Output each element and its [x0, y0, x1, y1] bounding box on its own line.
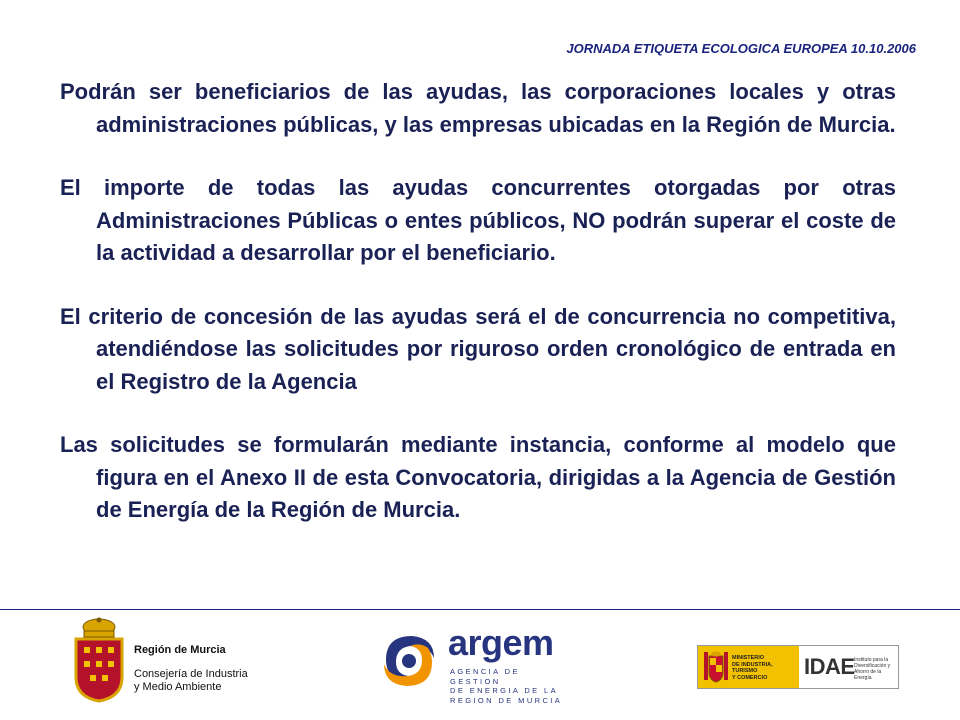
paragraph-criteria: El criterio de concesión de las ayudas será el de concurrencia no competitiva, atendiéndose las solicitudes por riguroso orden cronológico de entrada en el Registro de la Agencia — [60, 303, 896, 394]
department-line-1: Consejería de Industria — [134, 668, 248, 680]
idae-subtitle-line-3: Ahorro de la Energía — [854, 669, 882, 681]
region-murcia-logo — [72, 617, 272, 707]
ministry-idae-logo — [697, 645, 899, 689]
paragraph-applications: Las solicitudes se formularán mediante instancia, conforme al modelo que figura en el Anexo II de esta Convocatoria, dirigidas a la Agencia de Gestión de Energía de la Región de Murcia. — [60, 432, 896, 522]
ministry-line-3: Y COMERCIO — [732, 674, 768, 681]
idae-subtitle-line-1: Instituto para la — [854, 657, 889, 663]
argem-subtitle — [450, 667, 568, 705]
spain-shield-icon — [702, 650, 730, 684]
footer-divider — [0, 609, 960, 610]
ministry-panel — [698, 646, 799, 688]
paragraph-amount: El importe de todas las ayudas concurrentes otorgadas por otras Administraciones Públicas o entes públicos, NO podrán superar el coste de la actividad a desarrollar por el beneficiario. — [60, 175, 896, 265]
region-name: Región de Murcia — [134, 644, 226, 656]
slide-content — [60, 76, 896, 558]
argem-swirl-icon — [378, 630, 440, 692]
department-line-2: y Medio Ambiente — [134, 681, 222, 693]
slide-header: JORNADA ETIQUETA ECOLOGICA EUROPEA 10.10.2006 — [566, 41, 916, 56]
idae-subtitle-line-2: Diversificación y — [854, 663, 891, 669]
idae-subtitle — [854, 657, 898, 681]
argem-logo — [378, 622, 568, 705]
argem-subtitle-line-1: AGENCIA DE GESTION — [450, 667, 520, 686]
ministry-name — [732, 655, 798, 681]
ministry-line-2: DE INDUSTRIA, TURISMO — [732, 661, 773, 674]
argem-subtitle-line-2: DE ENERGIA DE LA — [450, 686, 559, 695]
argem-subtitle-line-3: REGION DE MURCIA — [450, 695, 563, 705]
murcia-crest-icon — [72, 617, 126, 703]
paragraph-beneficiaries: Podrán ser beneficiarios de las ayudas, las corporaciones locales y otras administraciones públicas, y las empresas ubicadas en la Región de Murcia. — [60, 79, 896, 137]
ministry-line-1: MINISTERIO — [732, 655, 765, 661]
idae-wordmark: IDAE — [804, 654, 855, 679]
argem-wordmark: argem — [448, 622, 554, 663]
department-name — [134, 668, 248, 694]
